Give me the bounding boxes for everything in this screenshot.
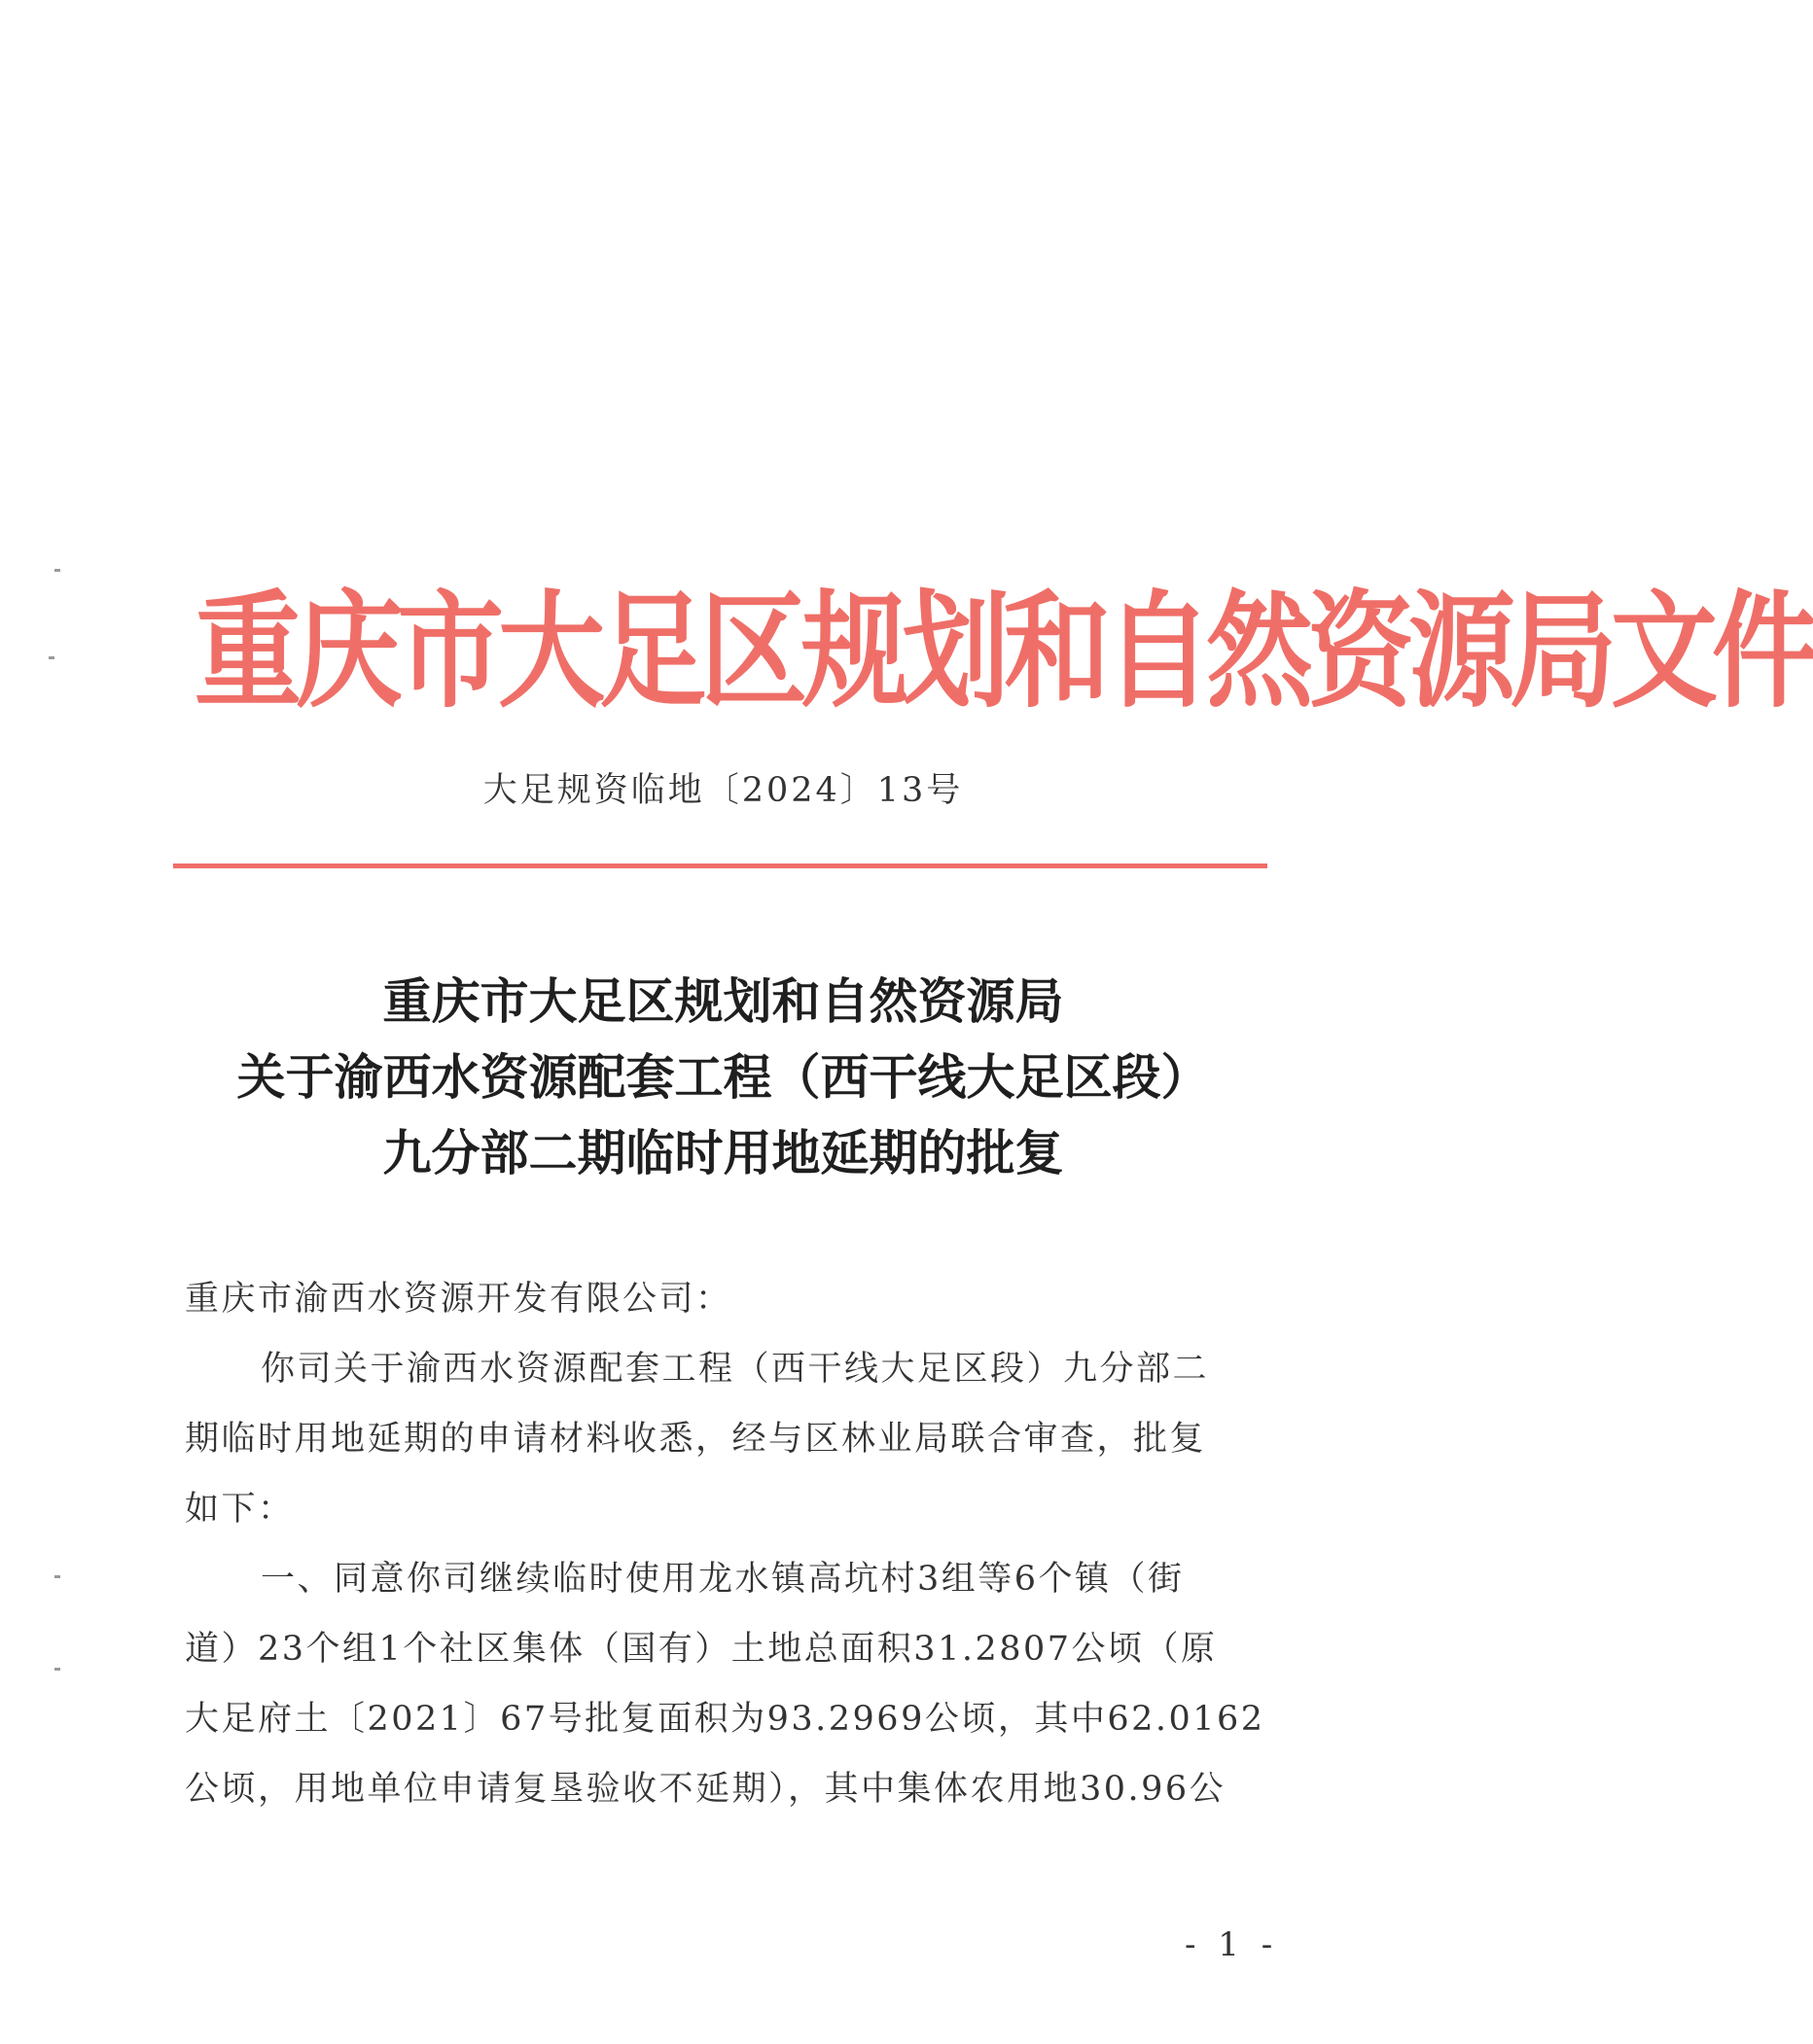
scan-speck <box>49 656 54 659</box>
scan-speck <box>54 1575 60 1578</box>
paragraph-1-line-2: 期临时用地延期的申请材料收悉，经与区林业局联合审查，批复 <box>185 1420 1207 1459</box>
document-title-line-2: 关于渝西水资源配套工程（西干线大足区段） <box>236 1048 1210 1106</box>
document-title-line-3: 九分部二期临时用地延期的批复 <box>382 1124 1064 1181</box>
document-title-line-1: 重庆市大足区规划和自然资源局 <box>382 972 1064 1030</box>
paragraph-1-line-3: 如下： <box>185 1490 295 1529</box>
paragraph-1-line-1: 你司关于渝西水资源配套工程（西干线大足区段）九分部二 <box>261 1350 1210 1389</box>
scan-speck <box>54 569 60 572</box>
page-number: - 1 - <box>1185 1925 1279 1964</box>
scan-speck <box>54 1668 60 1671</box>
paragraph-2-line-1: 一、同意你司继续临时使用龙水镇高坑村3组等6个镇（街 <box>261 1560 1185 1599</box>
red-divider-line <box>173 863 1267 868</box>
document-number: 大足规资临地〔2024〕13号 <box>482 771 964 810</box>
masthead-title: 重庆市大足区规划和自然资源局文件 <box>195 578 1813 725</box>
paragraph-2-line-4: 公顷，用地单位申请复垦验收不延期），其中集体农用地30.96公 <box>185 1770 1226 1809</box>
paragraph-2-line-3: 大足府土〔2021〕67号批复面积为93.2969公顷，其中62.0162 <box>185 1700 1265 1739</box>
addressee: 重庆市渝西水资源开发有限公司： <box>185 1280 732 1319</box>
paragraph-2-line-2: 道）23个组1个社区集体（国有）土地总面积31.2807公顷（原 <box>185 1630 1218 1669</box>
